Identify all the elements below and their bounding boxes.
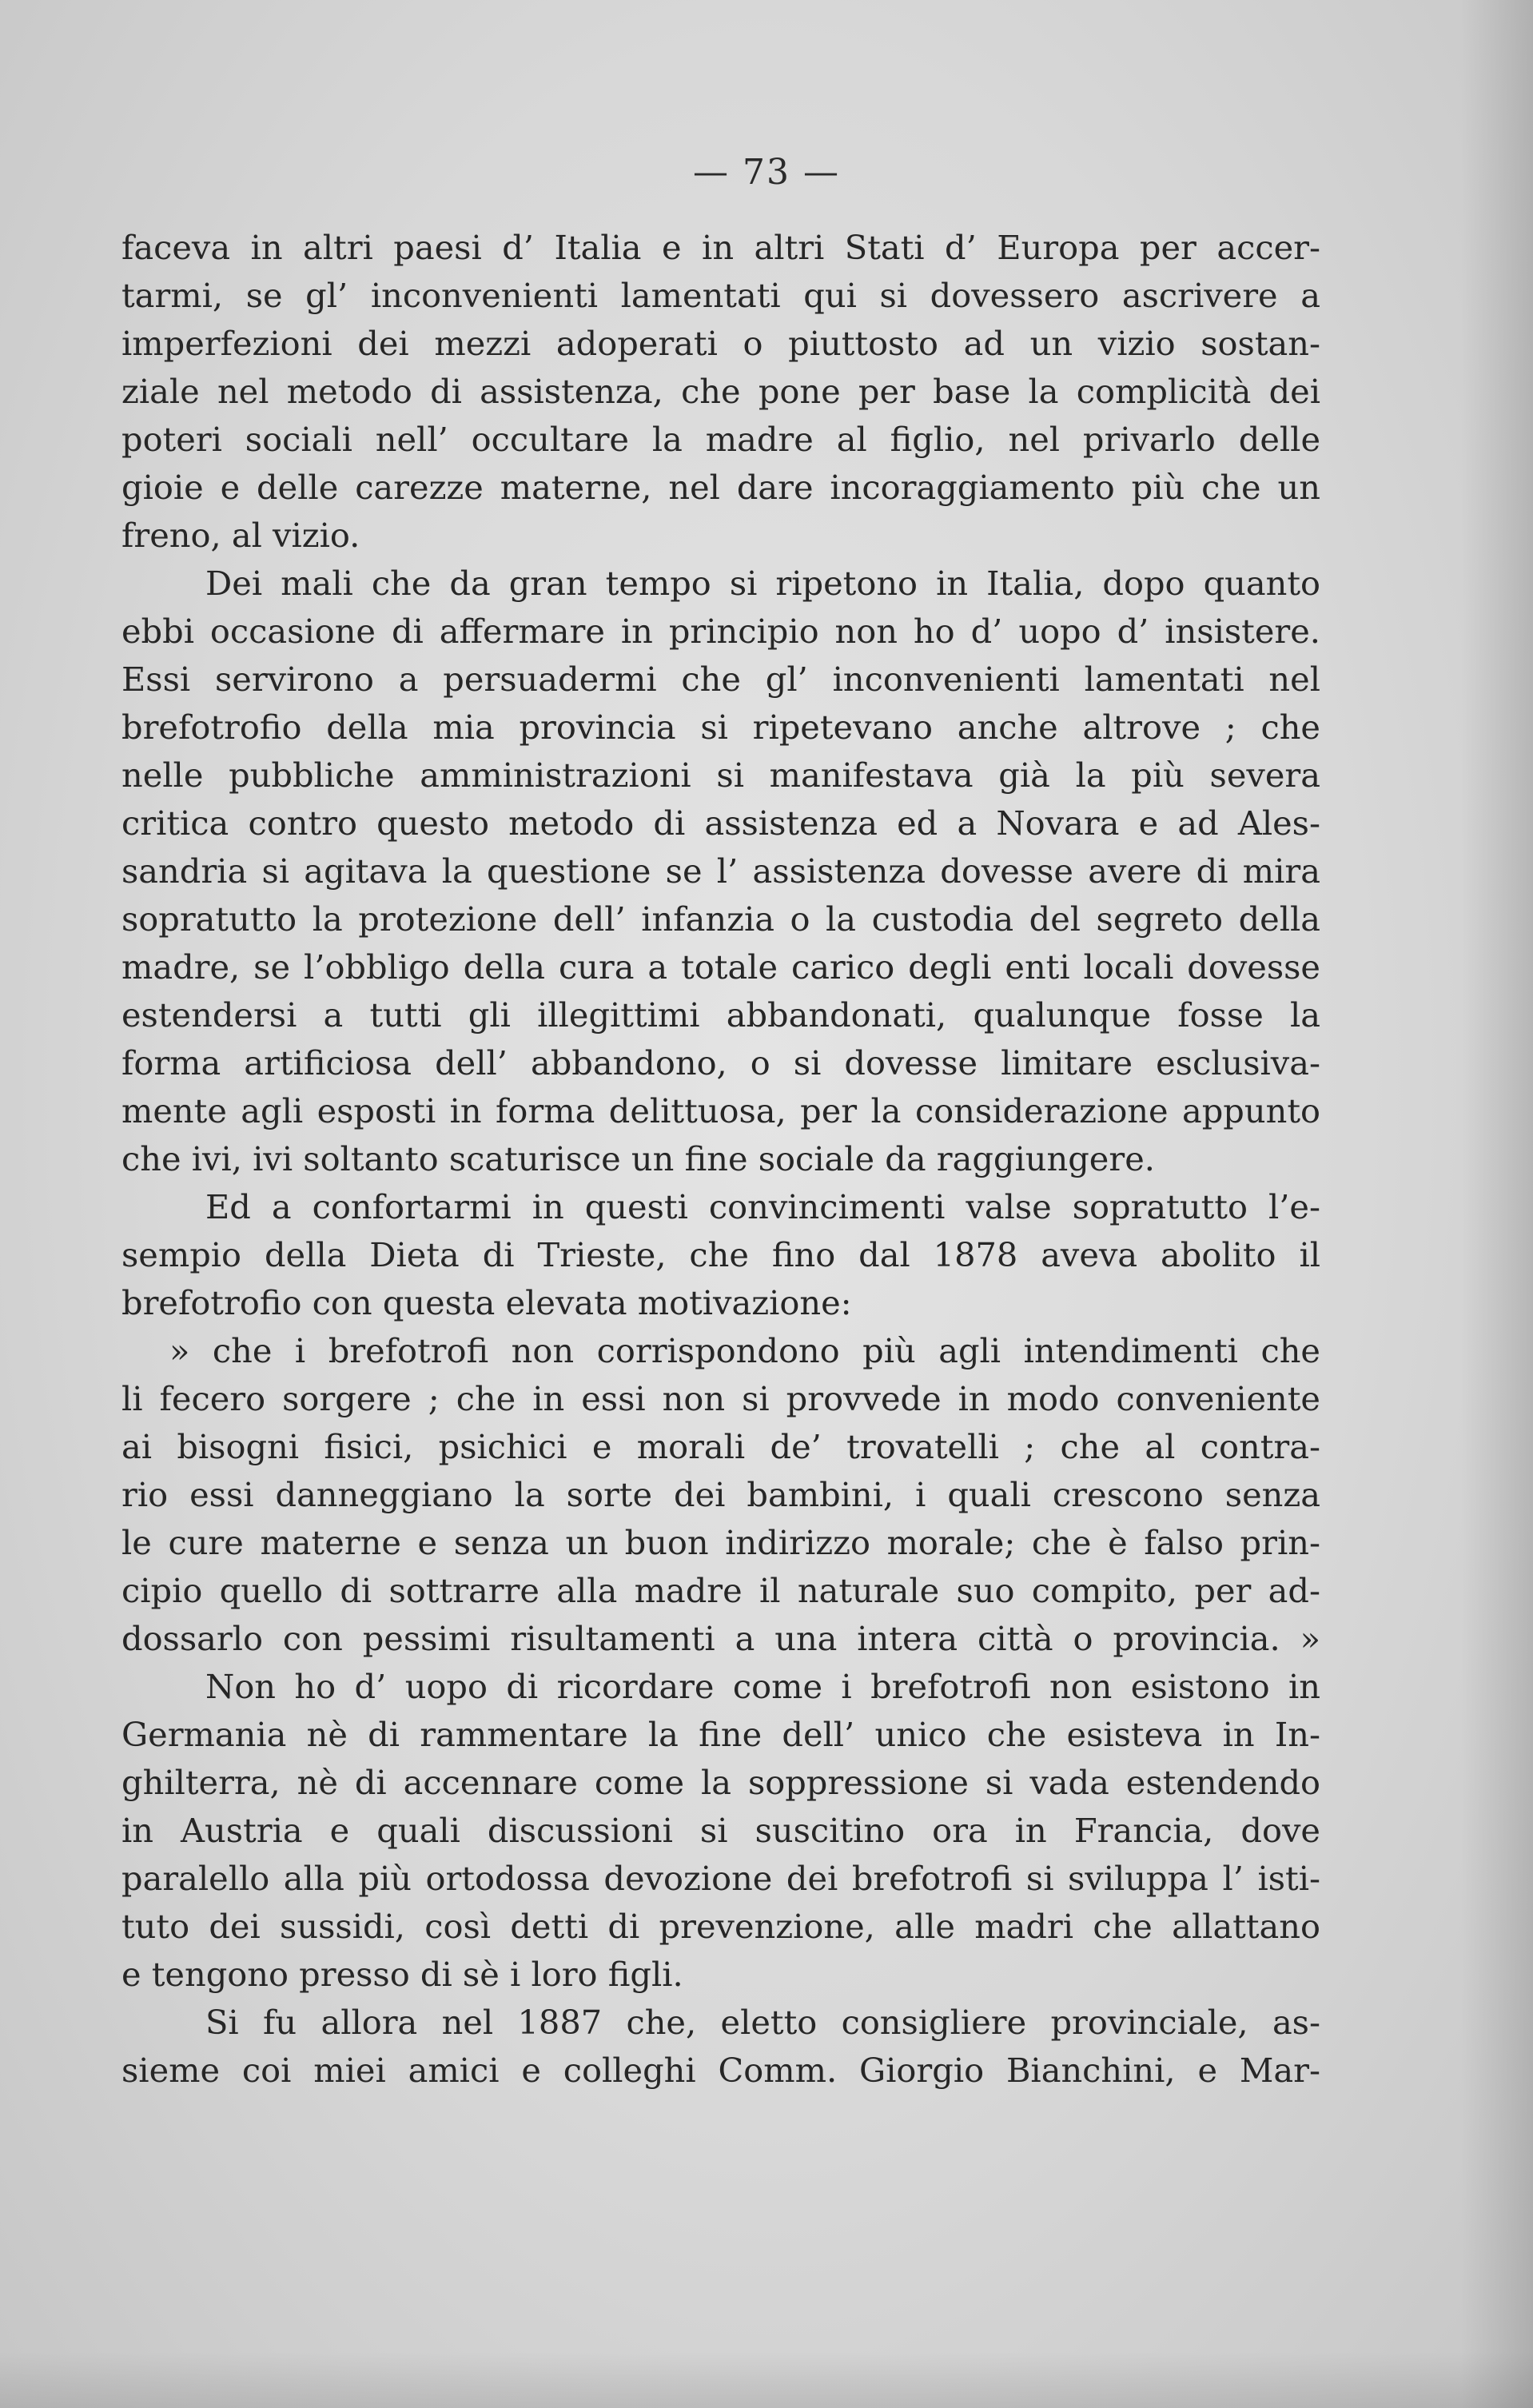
text-line: imperfezioni dei mezzi adoperati o piuttosto ad un vizio sostan- — [121, 324, 1320, 363]
text-line: rio essi danneggiano la sorte dei bambini, i quali crescono senza — [121, 1475, 1320, 1514]
page-edge-shadow — [1461, 0, 1533, 2408]
body-text — [121, 224, 1320, 2095]
text-line: nelle pubbliche amministrazioni si manifestava già la più severa — [121, 755, 1320, 795]
page-bottom-shadow — [0, 2352, 1533, 2408]
text-line: ghilterra, nè di accennare come la soppressione si vada estendendo — [121, 1763, 1320, 1802]
text-line: forma artificiosa dell’ abbandono, o si dovesse limitare esclusiva- — [121, 1043, 1320, 1082]
text-line: li fecero sorgere ; che in essi non si provvede in modo conveniente — [121, 1379, 1320, 1418]
text-line: sopratutto la protezione dell’ infanzia o la custodia del segreto della — [121, 899, 1320, 939]
text-line: ziale nel metodo di assistenza, che pone per base la complicità dei — [121, 372, 1320, 411]
text-line: Germania nè di rammentare la fine dell’ unico che esisteva in In- — [121, 1715, 1320, 1754]
text-line: Ed a confortarmi in questi convincimenti valse sopratutto l’e- — [205, 1187, 1320, 1226]
text-line: sandria si agitava la questione se l’ assistenza dovesse avere di mira — [121, 851, 1320, 891]
text-line: gioie e delle carezze materne, nel dare incoraggiamento più che un — [121, 468, 1320, 507]
text-line: le cure materne e senza un buon indirizzo morale; che è falso prin- — [121, 1523, 1320, 1562]
text-line: critica contro questo metodo di assistenza ed a Novara e ad Ales- — [121, 803, 1320, 843]
text-line: Non ho d’ uopo di ricordare come i brefotrofi non esistono in — [205, 1667, 1320, 1706]
text-line: cipio quello di sottrarre alla madre il naturale suo compito, per ad- — [121, 1571, 1320, 1610]
text-line: paralello alla più ortodossa devozione dei brefotrofi si sviluppa l’ isti- — [121, 1859, 1320, 1898]
text-line: madre, se l’obbligo della cura a totale carico degli enti locali dovesse — [121, 947, 1320, 987]
page-number: — 73 — — [693, 152, 840, 193]
text-line: Essi servirono a persuadermi che gl’ inconvenienti lamentati nel — [121, 660, 1320, 699]
text-line: e tengono presso di sè i loro figli. — [121, 1955, 683, 1994]
text-line: tarmi, se gl’ inconvenienti lamentati qui si dovessero ascrivere a — [121, 276, 1320, 315]
text-line: sempio della Dieta di Trieste, che fino dal 1878 aveva abolito il — [121, 1235, 1320, 1274]
text-line: ai bisogni fisici, psichici e morali de’ trovatelli ; che al contra- — [121, 1427, 1320, 1466]
text-line: faceva in altri paesi d’ Italia e in altri Stati d’ Europa per accer- — [121, 228, 1320, 267]
text-line: che ivi, ivi soltanto scaturisce un fine sociale da raggiungere. — [121, 1139, 1155, 1178]
text-line: in Austria e quali discussioni si suscitino ora in Francia, dove — [121, 1811, 1320, 1850]
text-line: brefotrofio della mia provincia si ripetevano anche altrove ; che — [121, 708, 1320, 747]
text-line: freno, al vizio. — [121, 516, 360, 555]
text-line: mente agli esposti in forma delittuosa, per la considerazione appunto — [121, 1091, 1320, 1130]
text-line: » che i brefotrofi non corrispondono più agli intendimenti che — [169, 1331, 1320, 1370]
text-line: estendersi a tutti gli illegittimi abbandonati, qualunque fosse la — [121, 995, 1320, 1035]
text-line: brefotrofio con questa elevata motivazione: — [121, 1283, 852, 1322]
text-line: sieme coi miei amici e colleghi Comm. Giorgio Bianchini, e Mar- — [121, 2051, 1320, 2090]
text-line: ebbi occasione di affermare in principio non ho d’ uopo d’ insistere. — [121, 612, 1320, 651]
text-line: poteri sociali nell’ occultare la madre al figlio, nel privarlo delle — [121, 420, 1320, 459]
text-line: Si fu allora nel 1887 che, eletto consigliere provinciale, as- — [205, 2003, 1320, 2042]
text-line: dossarlo con pessimi risultamenti a una intera città o provincia. » — [121, 1619, 1320, 1658]
text-line: Dei mali che da gran tempo si ripetono in Italia, dopo quanto — [205, 564, 1320, 603]
text-line: tuto dei sussidi, così detti di prevenzione, alle madri che allattano — [121, 1907, 1320, 1946]
